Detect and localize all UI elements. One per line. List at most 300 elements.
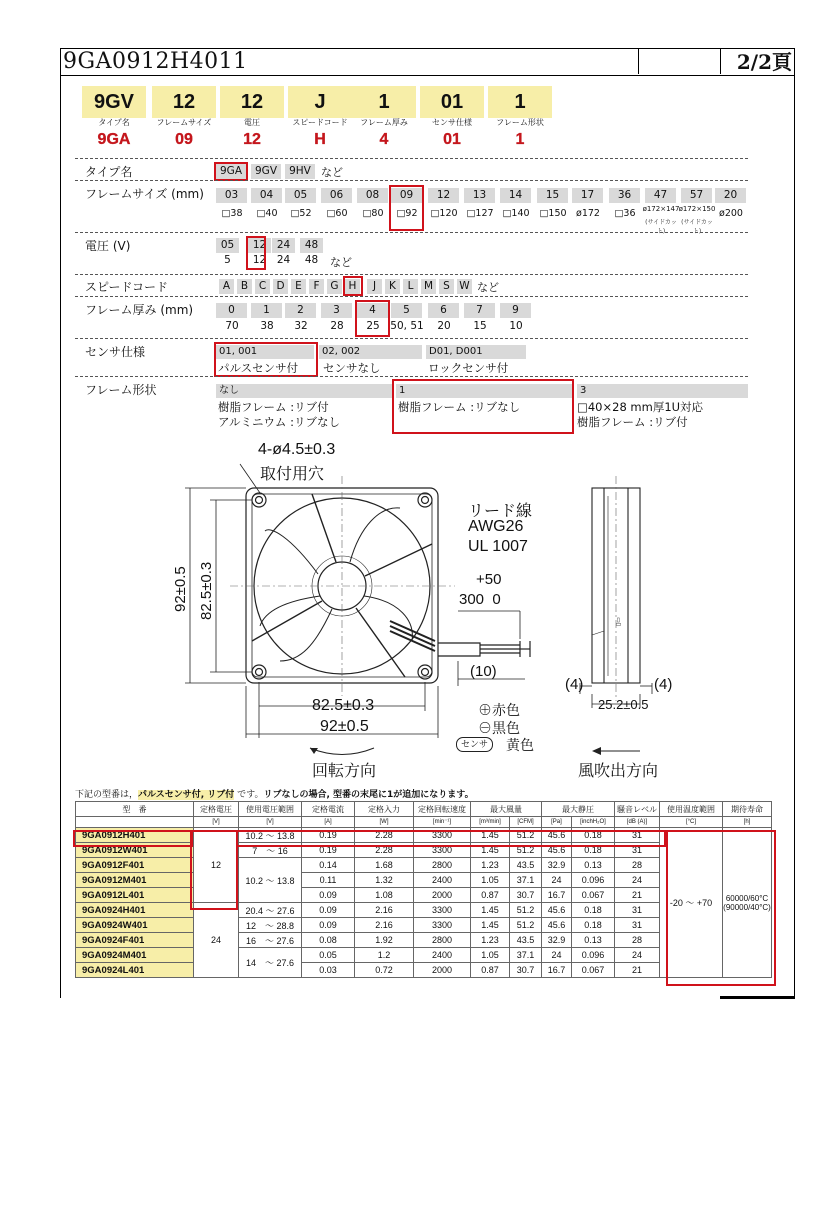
- table-cell: 1.92: [355, 933, 414, 948]
- rotation-direction: 回転方向: [312, 763, 377, 780]
- frame-size-value: ø172×150: [678, 205, 716, 213]
- table-cell: 9GA0912W401: [76, 843, 194, 858]
- table-cell: 31: [615, 828, 660, 843]
- thickness-value: 70: [225, 320, 239, 332]
- code-box: 1: [488, 86, 552, 118]
- table-cell: 0.18: [571, 843, 614, 858]
- frame-size-code: 36: [609, 188, 640, 203]
- shape-line: アルミニウム :リブなし: [218, 415, 340, 429]
- table-cell: 9GA0924H401: [76, 903, 194, 918]
- table-unit-row: [76, 817, 772, 828]
- unit-cell: [h]: [723, 817, 772, 828]
- fan-dimension-drawing: [60, 436, 795, 786]
- frame-size-code: 14: [500, 188, 531, 203]
- table-cell: 20.4 ～ 27.6: [239, 903, 302, 918]
- frame-size-code: 06: [321, 188, 352, 203]
- shape-line: 樹脂フレーム :リブ付: [577, 415, 688, 429]
- table-cell: 32.9: [542, 933, 572, 948]
- table-cell: 24: [615, 948, 660, 963]
- frame-size-code: 04: [251, 188, 282, 203]
- sensor-desc: ロックセンサ付: [428, 361, 509, 375]
- shape-code: 1: [396, 384, 574, 398]
- sensor-code: 02, 002: [319, 345, 422, 359]
- unit-cell: [V]: [239, 817, 302, 828]
- table-cell: 0.18: [571, 903, 614, 918]
- code-example: 4: [379, 131, 389, 148]
- side-label-mark: ▯▭: [615, 617, 622, 626]
- table-cell: 51.2: [510, 903, 542, 918]
- table-cell: 9GA0912H401: [76, 828, 194, 843]
- table-cell: 9GA0924F401: [76, 933, 194, 948]
- frame-size-code: 13: [464, 188, 495, 203]
- type-chip: 9HV: [285, 164, 315, 179]
- sensor-tag: センサ: [456, 737, 493, 752]
- col-header: 定格回転速度: [414, 802, 471, 817]
- type-chip: 9GA: [216, 164, 246, 179]
- selection-highlight: [389, 185, 424, 231]
- thickness-code: 3: [321, 303, 352, 318]
- thickness-code: 1: [251, 303, 282, 318]
- dimension-outer: 92±0.5: [320, 718, 369, 735]
- rotation-arrow: [310, 748, 374, 755]
- thickness-code: 6: [428, 303, 459, 318]
- table-cell: 2.16: [355, 918, 414, 933]
- table-cell: 0.87: [471, 888, 510, 903]
- frame-size-note: (サイドカット): [681, 219, 713, 235]
- voltage-row: [75, 232, 748, 273]
- table-cell: -20 ～ +70: [660, 828, 723, 978]
- title-empty-cell: [638, 48, 721, 74]
- table-cell: 0.11: [302, 873, 355, 888]
- side-thickness: 25.2±0.5: [598, 697, 649, 712]
- table-cell: 43.5: [510, 933, 542, 948]
- shape-code: 3: [577, 384, 748, 398]
- unit-cell: [V]: [194, 817, 239, 828]
- table-cell: 0.067: [571, 888, 614, 903]
- table-cell: 1.45: [471, 918, 510, 933]
- table-cell: 24: [542, 873, 572, 888]
- table-cell: 1.2: [355, 948, 414, 963]
- speed-code: C: [255, 279, 270, 294]
- unit-cell: [W]: [355, 817, 414, 828]
- table-cell: 0.13: [571, 858, 614, 873]
- table-cell: 9GA0924W401: [76, 918, 194, 933]
- table-cell: 2400: [414, 948, 471, 963]
- voltage-code: 48: [300, 238, 323, 253]
- speed-code: E: [291, 279, 306, 294]
- speed-row: [75, 274, 748, 297]
- code-example: 09: [175, 131, 193, 148]
- table-cell: 9GA0924L401: [76, 963, 194, 978]
- table-cell: 1.23: [471, 933, 510, 948]
- page-bottom-rule: [720, 996, 795, 999]
- col-header: 最大静圧: [542, 802, 615, 817]
- table-cell: 1.45: [471, 828, 510, 843]
- sensor-desc: センサなし: [323, 361, 381, 375]
- table-cell: 0.18: [571, 828, 614, 843]
- speed-code: B: [237, 279, 252, 294]
- page-number: 2/2頁: [736, 50, 792, 74]
- selection-highlight: [214, 342, 318, 377]
- code-box: 12: [152, 86, 216, 118]
- connector-length: (10): [470, 663, 497, 680]
- table-cell: 0.09: [302, 888, 355, 903]
- table-cell: 0.09: [302, 903, 355, 918]
- thickness-value: 28: [330, 320, 344, 332]
- table-cell: 0.72: [355, 963, 414, 978]
- table-cell: 12 ～ 28.8: [239, 918, 302, 933]
- selection-highlight: [343, 276, 363, 296]
- frame-size-code: 20: [715, 188, 746, 203]
- table-cell: 0.096: [571, 873, 614, 888]
- frame-size-value: □140: [502, 208, 530, 219]
- lead-length: 300 0: [459, 591, 501, 608]
- frame-size-value: □127: [466, 208, 494, 219]
- unit-cell: [dB (A)]: [615, 817, 660, 828]
- table-cell: 16.7: [542, 963, 572, 978]
- thickness-value: 32: [294, 320, 308, 332]
- hole-spec: 4-ø4.5±0.3: [258, 441, 336, 458]
- frame-size-value: □52: [290, 208, 312, 219]
- unit-cell: [°C]: [660, 817, 723, 828]
- speed-code: M: [421, 279, 436, 294]
- type-chip: 9GV: [251, 164, 281, 179]
- code-label: スピードコード: [292, 118, 348, 127]
- frame-shape-row: [75, 376, 748, 435]
- table-cell: 1.08: [355, 888, 414, 903]
- thickness-value: 15: [473, 320, 487, 332]
- row-label: 電圧 (V): [85, 239, 131, 253]
- lead-wire-label: リード線: [468, 503, 533, 520]
- frame-size-code: 15: [537, 188, 568, 203]
- hole-label: 取付用穴: [260, 466, 325, 483]
- table-cell: 16 ～ 27.6: [239, 933, 302, 948]
- col-header: 期待寿命: [723, 802, 772, 817]
- unit-cell: [CFM]: [510, 817, 542, 828]
- unit-cell: [inchH₂O]: [571, 817, 614, 828]
- frame-size-value: □120: [430, 208, 458, 219]
- frame-size-code: 17: [572, 188, 603, 203]
- table-cell: 1.68: [355, 858, 414, 873]
- row-label: フレームサイズ (mm): [85, 187, 204, 201]
- table-cell: 45.6: [542, 828, 572, 843]
- speed-code: K: [385, 279, 400, 294]
- note-highlight: パルスセンサ付, リブ付: [138, 790, 235, 800]
- table-cell: 24: [194, 903, 239, 978]
- frame-size-note: (サイドカット): [645, 219, 677, 235]
- table-cell: 0.19: [302, 828, 355, 843]
- frame-size-value: □92: [396, 208, 418, 219]
- frame-size-code: 08: [357, 188, 388, 203]
- selection-highlight: [355, 300, 390, 337]
- table-cell: 30.7: [510, 963, 542, 978]
- table-cell: 0.19: [302, 843, 355, 858]
- frame-size-value: □150: [539, 208, 567, 219]
- table-cell: 1.45: [471, 843, 510, 858]
- table-cell: 10.2 ～ 13.8: [239, 828, 302, 843]
- table-cell: 30.7: [510, 888, 542, 903]
- thickness-value: 25: [366, 320, 380, 332]
- sensor-row: [75, 338, 748, 377]
- dimension-vertical-outer: 92±0.5: [172, 566, 189, 612]
- side-offset-right: (4): [654, 676, 673, 693]
- selection-highlight: [392, 379, 574, 434]
- table-note: [75, 787, 474, 800]
- table-header-row: [76, 802, 772, 817]
- voltage-suffix: など: [330, 256, 352, 269]
- speed-code: F: [309, 279, 324, 294]
- row-label: センサ仕様: [85, 345, 146, 359]
- frame-size-code: 47: [645, 188, 676, 203]
- row-label: フレーム厚み (mm): [85, 303, 194, 317]
- table-cell: 24: [542, 948, 572, 963]
- unit-cell: [m³/min]: [471, 817, 510, 828]
- table-cell: 28: [615, 933, 660, 948]
- side-offset-left: (4): [565, 676, 584, 693]
- thickness-value: 20: [437, 320, 451, 332]
- table-cell: 1.23: [471, 858, 510, 873]
- type-row: [75, 158, 748, 181]
- table-cell: 0.096: [571, 948, 614, 963]
- table-cell: 45.6: [542, 918, 572, 933]
- dimension-inner: 82.5±0.3: [312, 697, 375, 714]
- table-cell: 2800: [414, 858, 471, 873]
- table-cell: 3300: [414, 843, 471, 858]
- table-cell: 1.05: [471, 873, 510, 888]
- frame-size-value: □80: [362, 208, 384, 219]
- life-value: 60000/60°C: [725, 893, 769, 903]
- frame-size-code: 03: [216, 188, 247, 203]
- frame-size-value: ø172: [576, 208, 600, 219]
- table-cell: 51.2: [510, 918, 542, 933]
- table-cell: 2000: [414, 888, 471, 903]
- table-cell: 9GA0924M401: [76, 948, 194, 963]
- table-cell: 51.2: [510, 843, 542, 858]
- lead-wire-standard: UL 1007: [468, 538, 528, 555]
- wire-black: ⊖黒色: [478, 720, 520, 736]
- airflow-direction: 風吹出方向: [578, 763, 659, 780]
- shape-code: なし: [216, 384, 394, 398]
- speed-code: G: [327, 279, 342, 294]
- voltage-value: 48: [304, 254, 319, 266]
- table-cell: 24: [615, 873, 660, 888]
- selected-values-highlight: [236, 830, 666, 847]
- code-label: フレーム形状: [496, 118, 544, 127]
- shape-line: 樹脂フレーム :リブ付: [218, 400, 329, 414]
- thickness-code: 4: [357, 303, 388, 318]
- row-label: フレーム形状: [85, 383, 157, 397]
- environment-highlight: [666, 830, 776, 986]
- thickness-code: 9: [500, 303, 531, 318]
- sensor-code: 01, 001: [216, 345, 314, 359]
- table-cell: 7 ～ 16: [239, 843, 302, 858]
- table-cell: 1.32: [355, 873, 414, 888]
- table-cell: 31: [615, 918, 660, 933]
- selection-highlight: [214, 162, 248, 181]
- model-number-title: 9GA0912H4011: [63, 49, 248, 74]
- note-prefix: 下記の型番は，: [75, 790, 139, 800]
- table-cell: 10.2 ～ 13.8: [239, 858, 302, 903]
- voltage-code: 24: [272, 238, 295, 253]
- frame-size-value: □40: [256, 208, 278, 219]
- code-box: 12: [220, 86, 284, 118]
- thickness-row: [75, 296, 748, 339]
- thickness-value: 38: [260, 320, 274, 332]
- thickness-value: 50, 51: [390, 320, 424, 332]
- voltage-highlight: [190, 830, 238, 910]
- col-header: 定格電圧: [194, 802, 239, 817]
- col-header: 使用電圧範囲: [239, 802, 302, 817]
- thickness-value: 10: [509, 320, 523, 332]
- lead-wire: [438, 611, 530, 657]
- shape-line: □40×28 mm厚1U対応: [577, 400, 704, 414]
- frame-size-row: [75, 180, 748, 233]
- table-cell: 16.7: [542, 888, 572, 903]
- table-cell: 45.6: [542, 903, 572, 918]
- table-cell: 45.6: [542, 843, 572, 858]
- lead-wire-gauge: AWG26: [468, 518, 524, 535]
- frame-size-code: 12: [428, 188, 459, 203]
- table-cell: 3300: [414, 828, 471, 843]
- speed-code: D: [273, 279, 288, 294]
- code-label: フレームサイズ: [156, 118, 212, 127]
- table-cell: 0.05: [302, 948, 355, 963]
- table-cell: 28: [615, 858, 660, 873]
- speed-code: H: [345, 279, 360, 294]
- table-cell: 3300: [414, 918, 471, 933]
- table-cell: 31: [615, 843, 660, 858]
- table-cell: 12: [194, 828, 239, 903]
- code-box: 01: [420, 86, 484, 118]
- speed-code: A: [219, 279, 234, 294]
- code-example: 1: [515, 131, 525, 148]
- table-cell: 51.2: [510, 828, 542, 843]
- table-cell: 0.18: [571, 918, 614, 933]
- lead-tolerance: +50: [476, 571, 502, 588]
- wire-red: ⊕赤色: [478, 702, 520, 718]
- code-label: タイプ名: [98, 118, 130, 127]
- table-cell: 2.28: [355, 843, 414, 858]
- table-cell: 2000: [414, 963, 471, 978]
- table-cell: 0.03: [302, 963, 355, 978]
- row-label: タイプ名: [85, 165, 133, 179]
- voltage-code: 05: [216, 238, 239, 253]
- frame-size-value: □60: [326, 208, 348, 219]
- speed-suffix: など: [477, 281, 499, 294]
- voltage-value: 12: [252, 254, 267, 266]
- note-mid: です。: [234, 790, 264, 800]
- code-box: 9GV: [82, 86, 146, 118]
- table-cell: 0.067: [571, 963, 614, 978]
- dimension-vertical-inner: 82.5±0.3: [198, 561, 215, 620]
- table-cell: 0.08: [302, 933, 355, 948]
- col-header: 使用温度範囲: [660, 802, 723, 817]
- voltage-value: 24: [276, 254, 291, 266]
- table-cell: 9GA0912F401: [76, 858, 194, 873]
- unit-cell: [76, 817, 194, 828]
- code-example: 12: [243, 131, 261, 148]
- title-page-cell: [720, 48, 794, 74]
- col-header: 最大風量: [471, 802, 542, 817]
- thickness-code: 0: [216, 303, 247, 318]
- frame-size-value: ø172×147: [642, 205, 680, 213]
- wire-yellow: 黄色: [506, 737, 534, 753]
- type-suffix: など: [321, 166, 343, 179]
- fan-side-view: [580, 476, 652, 708]
- thickness-code: 2: [285, 303, 316, 318]
- note-bold: リブなしの場合, 型番の末尾に1が追加になります。: [263, 790, 474, 800]
- table-cell: 14 ～ 27.6: [239, 948, 302, 978]
- frame-size-value: □38: [221, 208, 243, 219]
- speed-code: W: [457, 279, 472, 294]
- unit-cell: [Pa]: [542, 817, 572, 828]
- table-cell: 9GA0912L401: [76, 888, 194, 903]
- unit-cell: [A]: [302, 817, 355, 828]
- frame-size-code: 57: [681, 188, 712, 203]
- speed-code: J: [367, 279, 382, 294]
- table-cell: 21: [615, 963, 660, 978]
- code-label: フレーム厚み: [360, 118, 408, 127]
- sensor-code: D01, D001: [426, 345, 526, 359]
- table-cell: 2400: [414, 873, 471, 888]
- code-box: J: [288, 86, 352, 118]
- rotation-arrowhead: [310, 748, 318, 754]
- code-example: 01: [443, 131, 461, 148]
- table-cell: 0.13: [571, 933, 614, 948]
- table-cell: 1.05: [471, 948, 510, 963]
- centre-lines: [230, 476, 455, 696]
- table-cell: 0.87: [471, 963, 510, 978]
- col-header: 定格電流: [302, 802, 355, 817]
- voltage-value: 5: [224, 254, 231, 266]
- table-cell: 21: [615, 888, 660, 903]
- table-cell: 1.45: [471, 903, 510, 918]
- thickness-code: 7: [464, 303, 495, 318]
- frame-size-value: □36: [614, 208, 636, 219]
- table-cell: 3300: [414, 903, 471, 918]
- col-header: 型 番: [76, 802, 194, 817]
- thickness-code: 5: [391, 303, 422, 318]
- table-cell: 0.09: [302, 918, 355, 933]
- speed-code: L: [403, 279, 418, 294]
- shape-line: 樹脂フレーム :リブなし: [398, 400, 521, 414]
- table-cell: 32.9: [542, 858, 572, 873]
- table-cell: 2.16: [355, 903, 414, 918]
- code-label: センサ仕様: [432, 118, 472, 127]
- voltage-code: 12: [248, 238, 271, 253]
- code-example: H: [314, 131, 326, 148]
- airflow-arrowhead: [592, 747, 601, 755]
- sensor-desc: パルスセンサ付: [218, 361, 299, 375]
- frame-size-code: 05: [285, 188, 316, 203]
- table-cell: 43.5: [510, 858, 542, 873]
- code-box: 1: [352, 86, 416, 118]
- col-header: 騒音レベル: [615, 802, 660, 817]
- table-cell: 37.1: [510, 873, 542, 888]
- life-value: (90000/40°C): [723, 902, 771, 912]
- selected-model-highlight: [73, 830, 193, 847]
- code-example: 9GA: [97, 131, 131, 148]
- table-cell: 9GA0912M401: [76, 873, 194, 888]
- col-header: 定格入力: [355, 802, 414, 817]
- speed-code: S: [439, 279, 454, 294]
- table-cell: 0.14: [302, 858, 355, 873]
- table-cell: 2800: [414, 933, 471, 948]
- selection-highlight: [246, 236, 266, 270]
- code-label: 電圧: [244, 118, 260, 127]
- unit-cell: [min⁻¹]: [414, 817, 471, 828]
- frame-size-value: ø200: [719, 208, 743, 219]
